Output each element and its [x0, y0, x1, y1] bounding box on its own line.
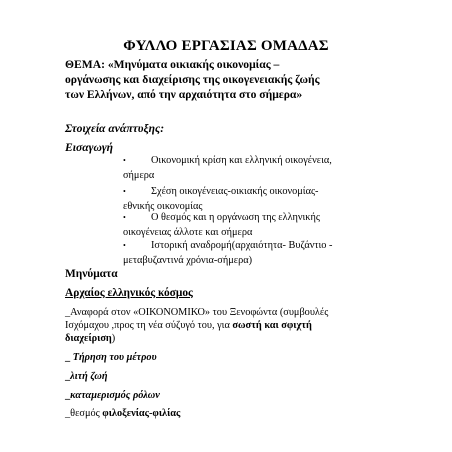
item-measure-text: Τήρηση του μέτρου: [72, 352, 157, 363]
item-roles-prefix: _: [65, 390, 71, 401]
messages-heading: Μηνύματα: [65, 268, 118, 280]
intro-heading: Εισαγωγή: [65, 141, 114, 154]
elements-heading: Στοιχεία ανάπτυξης:: [65, 122, 165, 135]
item-frugal-life-prefix: _: [65, 371, 71, 382]
item-measure: [65, 351, 157, 364]
xenophon-line-2-plain: Ισχόμαχου ,προς τη νέα σύζυγό του, για: [65, 320, 233, 331]
bullet-1-line-2: σήμερα: [123, 170, 155, 181]
bullet-3-line-2: οικογένειας άλλοτε και σήμερα: [123, 227, 253, 238]
ancient-world-heading: Αρχαίος ελληνικός κόσμος: [65, 287, 193, 299]
xenophon-line-3-end: ): [111, 333, 116, 344]
item-measure-prefix: _: [65, 352, 73, 363]
bullet-2-line-1: Σχέση οικογένειας-οικιακής οικονομίας-: [151, 186, 319, 197]
item-hospitality-text: φιλοξενίας-φιλίας: [102, 408, 181, 419]
bullet-1-dot: •: [123, 156, 126, 165]
xenophon-line-3: [65, 332, 115, 345]
xenophon-line-1: _Αναφορά στον «ΟΙΚΟΝΟΜΙΚΟ» του Ξενοφώντα (συμβουλές: [65, 307, 329, 318]
bullet-3-dot: •: [123, 213, 126, 222]
theme-line-2: οργάνωσης και διαχείρισης της οικογενειακής ζωής: [65, 73, 320, 86]
xenophon-line-2: [65, 319, 312, 332]
bullet-4-line-2: μεταβυζαντινά χρόνια-σήμερα): [123, 255, 253, 266]
bullet-2-dot: •: [123, 187, 126, 196]
theme-line-3: των Ελλήνων, από την αρχαιότητα στο σήμερα»: [65, 88, 303, 101]
theme-line-1: ΘΕΜΑ: «Μηνύματα οικιακής οικονομίας –: [65, 58, 280, 71]
item-frugal-life: [65, 370, 108, 383]
bullet-3-line-1: Ο θεσμός και η οργάνωση της ελληνικής: [151, 212, 320, 223]
bullet-4-dot: •: [123, 241, 126, 250]
item-frugal-life-text: λιτή ζωή: [70, 371, 108, 382]
bullet-4-line-1: Ιστορική αναδρομή(αρχαιότητα- Βυζάντιο -: [151, 240, 333, 251]
xenophon-line-2-bold: σωστή και σφιχτή: [232, 320, 312, 331]
xenophon-line-3-bold: διαχείριση: [65, 333, 112, 344]
item-roles-text: καταμερισμός ρόλων: [70, 390, 160, 401]
bullet-2-line-2: εθνικής οικονομίας: [123, 201, 203, 212]
page-title: ΦΥΛΛΟ ΕΡΓΑΣΙΑΣ ΟΜΑΔΑΣ: [123, 38, 329, 54]
item-roles: [65, 389, 160, 402]
bullet-1-line-1: Οικονομική κρίση και ελληνική οικογένεια,: [151, 155, 332, 166]
item-hospitality: [65, 407, 180, 420]
item-hospitality-prefix: _θεσμός: [65, 408, 103, 419]
